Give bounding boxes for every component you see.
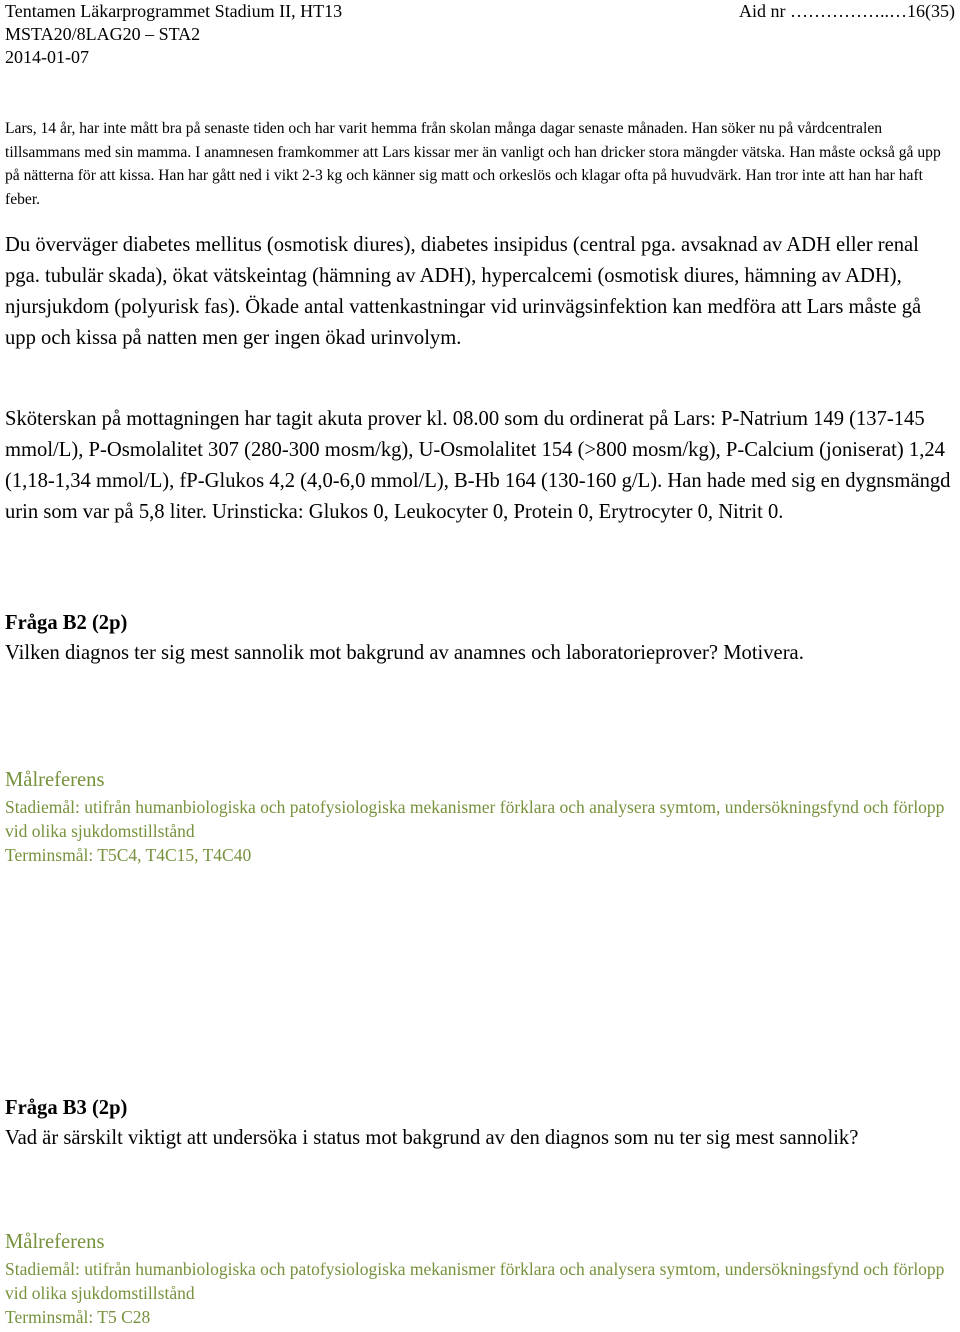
course-code: MSTA20/8LAG20 – STA2 (5, 24, 201, 44)
differential-diagnosis-text: Du överväger diabetes mellitus (osmotisk diures), diabetes insipidus (central pga. avsaknad av ADH eller renal pga. tubulär skada), ökat vätskeintag (hämning av ADH), hypercalcemi (osmotisk diures, hämning av ADH), njursjukdom (polyurisk fas). Ökade antal vattenkastningar vid urinvägsinfektion kan medföra att Lars måste gå upp och kissa på natten men ger ingen ökad urinvolym. (5, 234, 922, 349)
target-reference-1 (5, 765, 955, 867)
header-left (5, 0, 342, 69)
lab-results-text: Sköterskan på mottagningen har tagit akuta prover kl. 08.00 som du ordinerat på Lars: P-Natrium 149 (137-145 mmol/L), P-Osmolalitet 307 (280-300 mosm/kg), U-Osmolalitet 154 (>800 mosm/kg), P-Calcium (joniserat) 1,24 (1,18-1,34 mmol/L), fP-Glukos 4,2 (4,0-6,0 mmol/L), B-Hb 164 (130-160 g/L). Han hade med sig en dygnsmängd urin som var på 5,8 liter. Urinsticka: Glukos 0, Leukocyter 0, Protein 0, Erytrocyter 0, Nitrit 0. (5, 408, 951, 523)
aid-number: Aid nr ……………..…16(35) (739, 1, 955, 21)
question-b3-text: Vad är särskilt viktigt att undersöka i status mot bakgrund av den diagnos som nu ter sig mest sannolik? (5, 1127, 859, 1149)
exam-title: Tentamen Läkarprogrammet Stadium II, HT13 (5, 1, 343, 21)
question-b2 (5, 608, 955, 668)
reference-1-term-goal: Terminsmål: T5C4, T4C15, T4C40 (5, 845, 252, 865)
reference-2-title: Målreferens (5, 1231, 105, 1253)
target-reference-2 (5, 1227, 955, 1329)
question-b2-title: Fråga B2 (2p) (5, 612, 128, 634)
reference-1-title: Målreferens (5, 769, 105, 791)
question-b2-text: Vilken diagnos ter sig mest sannolik mot bakgrund av anamnes och laboratorieprover? Motivera. (5, 642, 804, 664)
reference-2-stage-goal: Stadiemål: utifrån humanbiologiska och patofysiologiska mekanismer förklara och analysera symtom, undersökningsfynd och förlopp vid olika sjukdomstillstånd (5, 1259, 945, 1303)
question-b3-title: Fråga B3 (2p) (5, 1097, 128, 1119)
exam-date: 2014-01-07 (5, 47, 89, 67)
case-description: Lars, 14 år, har inte mått bra på senaste tiden och har varit hemma från skolan många dagar senaste månaden. Han söker nu på vårdcentralen tillsammans med sin mamma. I anamnesen framkommer att Lars kissar mer än vanligt och han dricker stora mängder vätska. Han måste också gå upp på nätterna för att kissa. Han har gått ned i vikt 2-3 kg och känner sig matt och orkeslös och klagar ofta på huvudvärk. Han tror inte att han har haft feber. (5, 120, 941, 208)
reference-1-stage-goal: Stadiemål: utifrån humanbiologiska och patofysiologiska mekanismer förklara och analysera symtom, undersökningsfynd och förlopp vid olika sjukdomstillstånd (5, 797, 945, 841)
question-b3 (5, 1093, 955, 1153)
reference-2-term-goal: Terminsmål: T5 C28 (5, 1307, 151, 1327)
